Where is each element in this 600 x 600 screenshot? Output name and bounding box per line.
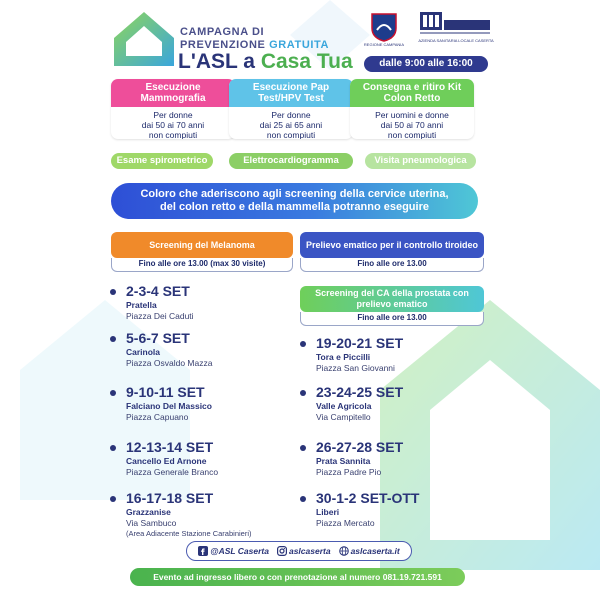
exam-card-colon-retto (350, 79, 474, 139)
exam-target-line: Per donne (271, 110, 311, 120)
info-banner-line1: Coloro che aderiscono agli screening della cervice uterina, (140, 188, 449, 200)
campaign-title-gratuita: GRATUITA (269, 39, 330, 51)
event-place: Via Sambuco (126, 518, 177, 528)
brand-title-casa: Casa Tua (260, 50, 353, 73)
brand-title-asl: L'ASL a (178, 50, 255, 73)
event-town: Pratella (126, 300, 157, 310)
exam-card-title: Esecuzione Mammografia (111, 79, 235, 107)
service-pill-pneumologica: Visita pneumologica (365, 153, 476, 169)
service-pill-elettrocardiogramma: Elettrocardiogramma (229, 153, 353, 169)
house-logo-icon (112, 10, 176, 68)
event-date: 16-17-18 SET (126, 490, 214, 506)
exam-target-line: non compiuti (148, 130, 198, 139)
event-place-note: (Area Adiacente Stazione Carabinieri) (126, 529, 252, 538)
section-melanoma-hours: Fino alle ore 13.00 (max 30 visite) (111, 258, 293, 272)
event-date: 30-1-2 SET-OTT (316, 490, 420, 506)
exam-target-line: non compiuti (266, 130, 316, 139)
event-town: Prata Sannita (316, 456, 371, 466)
exam-card-title: Consegna e ritiro Kit Colon Retto (350, 79, 474, 107)
bullet-dot-icon (110, 336, 116, 342)
region-label: REGIONE CAMPANIA (363, 42, 405, 47)
exam-card-title: Esecuzione Pap Test/HPV Test (229, 79, 353, 107)
social-links-bar (186, 541, 412, 561)
bullet-dot-icon (110, 289, 116, 295)
section-prostata-title: Screening del CA della prostata con prelievo ematico (300, 286, 484, 312)
event-date: 2-3-4 SET (126, 283, 190, 299)
info-banner-line2: del colon retto e della mammella potranno eseguire (160, 201, 429, 213)
campaign-title-prevenzione: PREVENZIONE (180, 39, 266, 51)
social-instagram[interactable] (277, 546, 331, 556)
service-pill-spirometrico: Esame spirometrico (111, 153, 213, 169)
event-town: Valle Agricola (316, 401, 372, 411)
bullet-dot-icon (300, 496, 306, 502)
asl-caserta-logo-icon (420, 12, 490, 36)
event-place: Piazza Capuano (126, 412, 189, 422)
bullet-dot-icon (110, 496, 116, 502)
event-town: Falciano Del Massico (126, 401, 212, 411)
event-town: Grazzanise (126, 507, 171, 517)
event-place: Piazza Padre Pio (316, 467, 382, 477)
event-date: 26-27-28 SET (316, 439, 404, 455)
social-facebook[interactable] (198, 546, 269, 556)
background-house-shape (380, 300, 600, 570)
info-banner (111, 183, 478, 219)
event-date: 12-13-14 SET (126, 439, 214, 455)
event-place: Piazza Osvaldo Mazza (126, 358, 213, 368)
region-campania-logo-icon (370, 12, 398, 42)
exam-card-target (229, 107, 353, 139)
exam-target-line: dai 25 ai 65 anni (259, 120, 323, 130)
campaign-title-line1: CAMPAGNA DI (180, 26, 265, 38)
exam-target-line: Per uomini e donne (375, 110, 449, 120)
asl-subtitle: AZIENDA SANITARIA LOCALE CASERTA (418, 38, 494, 43)
section-prostata-hours: Fino alle ore 13.00 (300, 312, 484, 326)
bullet-dot-icon (300, 390, 306, 396)
event-place: Via Campitello (316, 412, 371, 422)
bullet-dot-icon (110, 390, 116, 396)
exam-card-pap-test (229, 79, 353, 139)
facebook-handle: @ASL Caserta (210, 546, 269, 556)
bullet-dot-icon (110, 445, 116, 451)
event-date: 5-6-7 SET (126, 330, 190, 346)
bullet-dot-icon (300, 341, 306, 347)
section-prelievo-title: Prelievo ematico per il controllo tiroideo (300, 232, 484, 258)
brand-title (178, 50, 353, 74)
exam-target-line: dai 50 ai 70 anni (141, 120, 205, 130)
section-melanoma-title: Screening del Melanoma (111, 232, 293, 258)
event-town: Tora e Piccilli (316, 352, 371, 362)
event-place: Piazza Dei Caduti (126, 311, 194, 321)
hours-badge: dalle 9:00 alle 16:00 (364, 56, 488, 72)
facebook-icon (198, 546, 208, 556)
exam-card-target (350, 107, 474, 139)
social-website[interactable] (339, 546, 400, 556)
event-date: 23-24-25 SET (316, 384, 404, 400)
event-town: Liberi (316, 507, 340, 517)
event-place: Piazza San Giovanni (316, 363, 395, 373)
exam-target-line: Per donne (153, 110, 193, 120)
campaign-title (180, 26, 329, 52)
event-town: Carinola (126, 347, 161, 357)
event-place: Piazza Mercato (316, 518, 375, 528)
event-town: Cancello Ed Arnone (126, 456, 207, 466)
instagram-icon (277, 546, 287, 556)
exam-target-line: dai 50 ai 70 anni (380, 120, 444, 130)
exam-card-target (111, 107, 235, 139)
section-prelievo-hours: Fino alle ore 13.00 (300, 258, 484, 272)
website-link: aslcaserta.it (350, 546, 400, 556)
event-date: 19-20-21 SET (316, 335, 404, 351)
exam-card-mammografia (111, 79, 235, 139)
event-place: Piazza Generale Branco (126, 467, 219, 477)
event-date: 9-10-11 SET (126, 384, 205, 400)
instagram-handle: aslcaserta (288, 546, 331, 556)
footer-booking-info: Evento ad ingresso libero o con prenotazione al numero 081.19.721.591 (130, 568, 465, 586)
globe-icon (339, 546, 349, 556)
exam-target-line: non compiuti (387, 130, 437, 139)
bullet-dot-icon (300, 445, 306, 451)
